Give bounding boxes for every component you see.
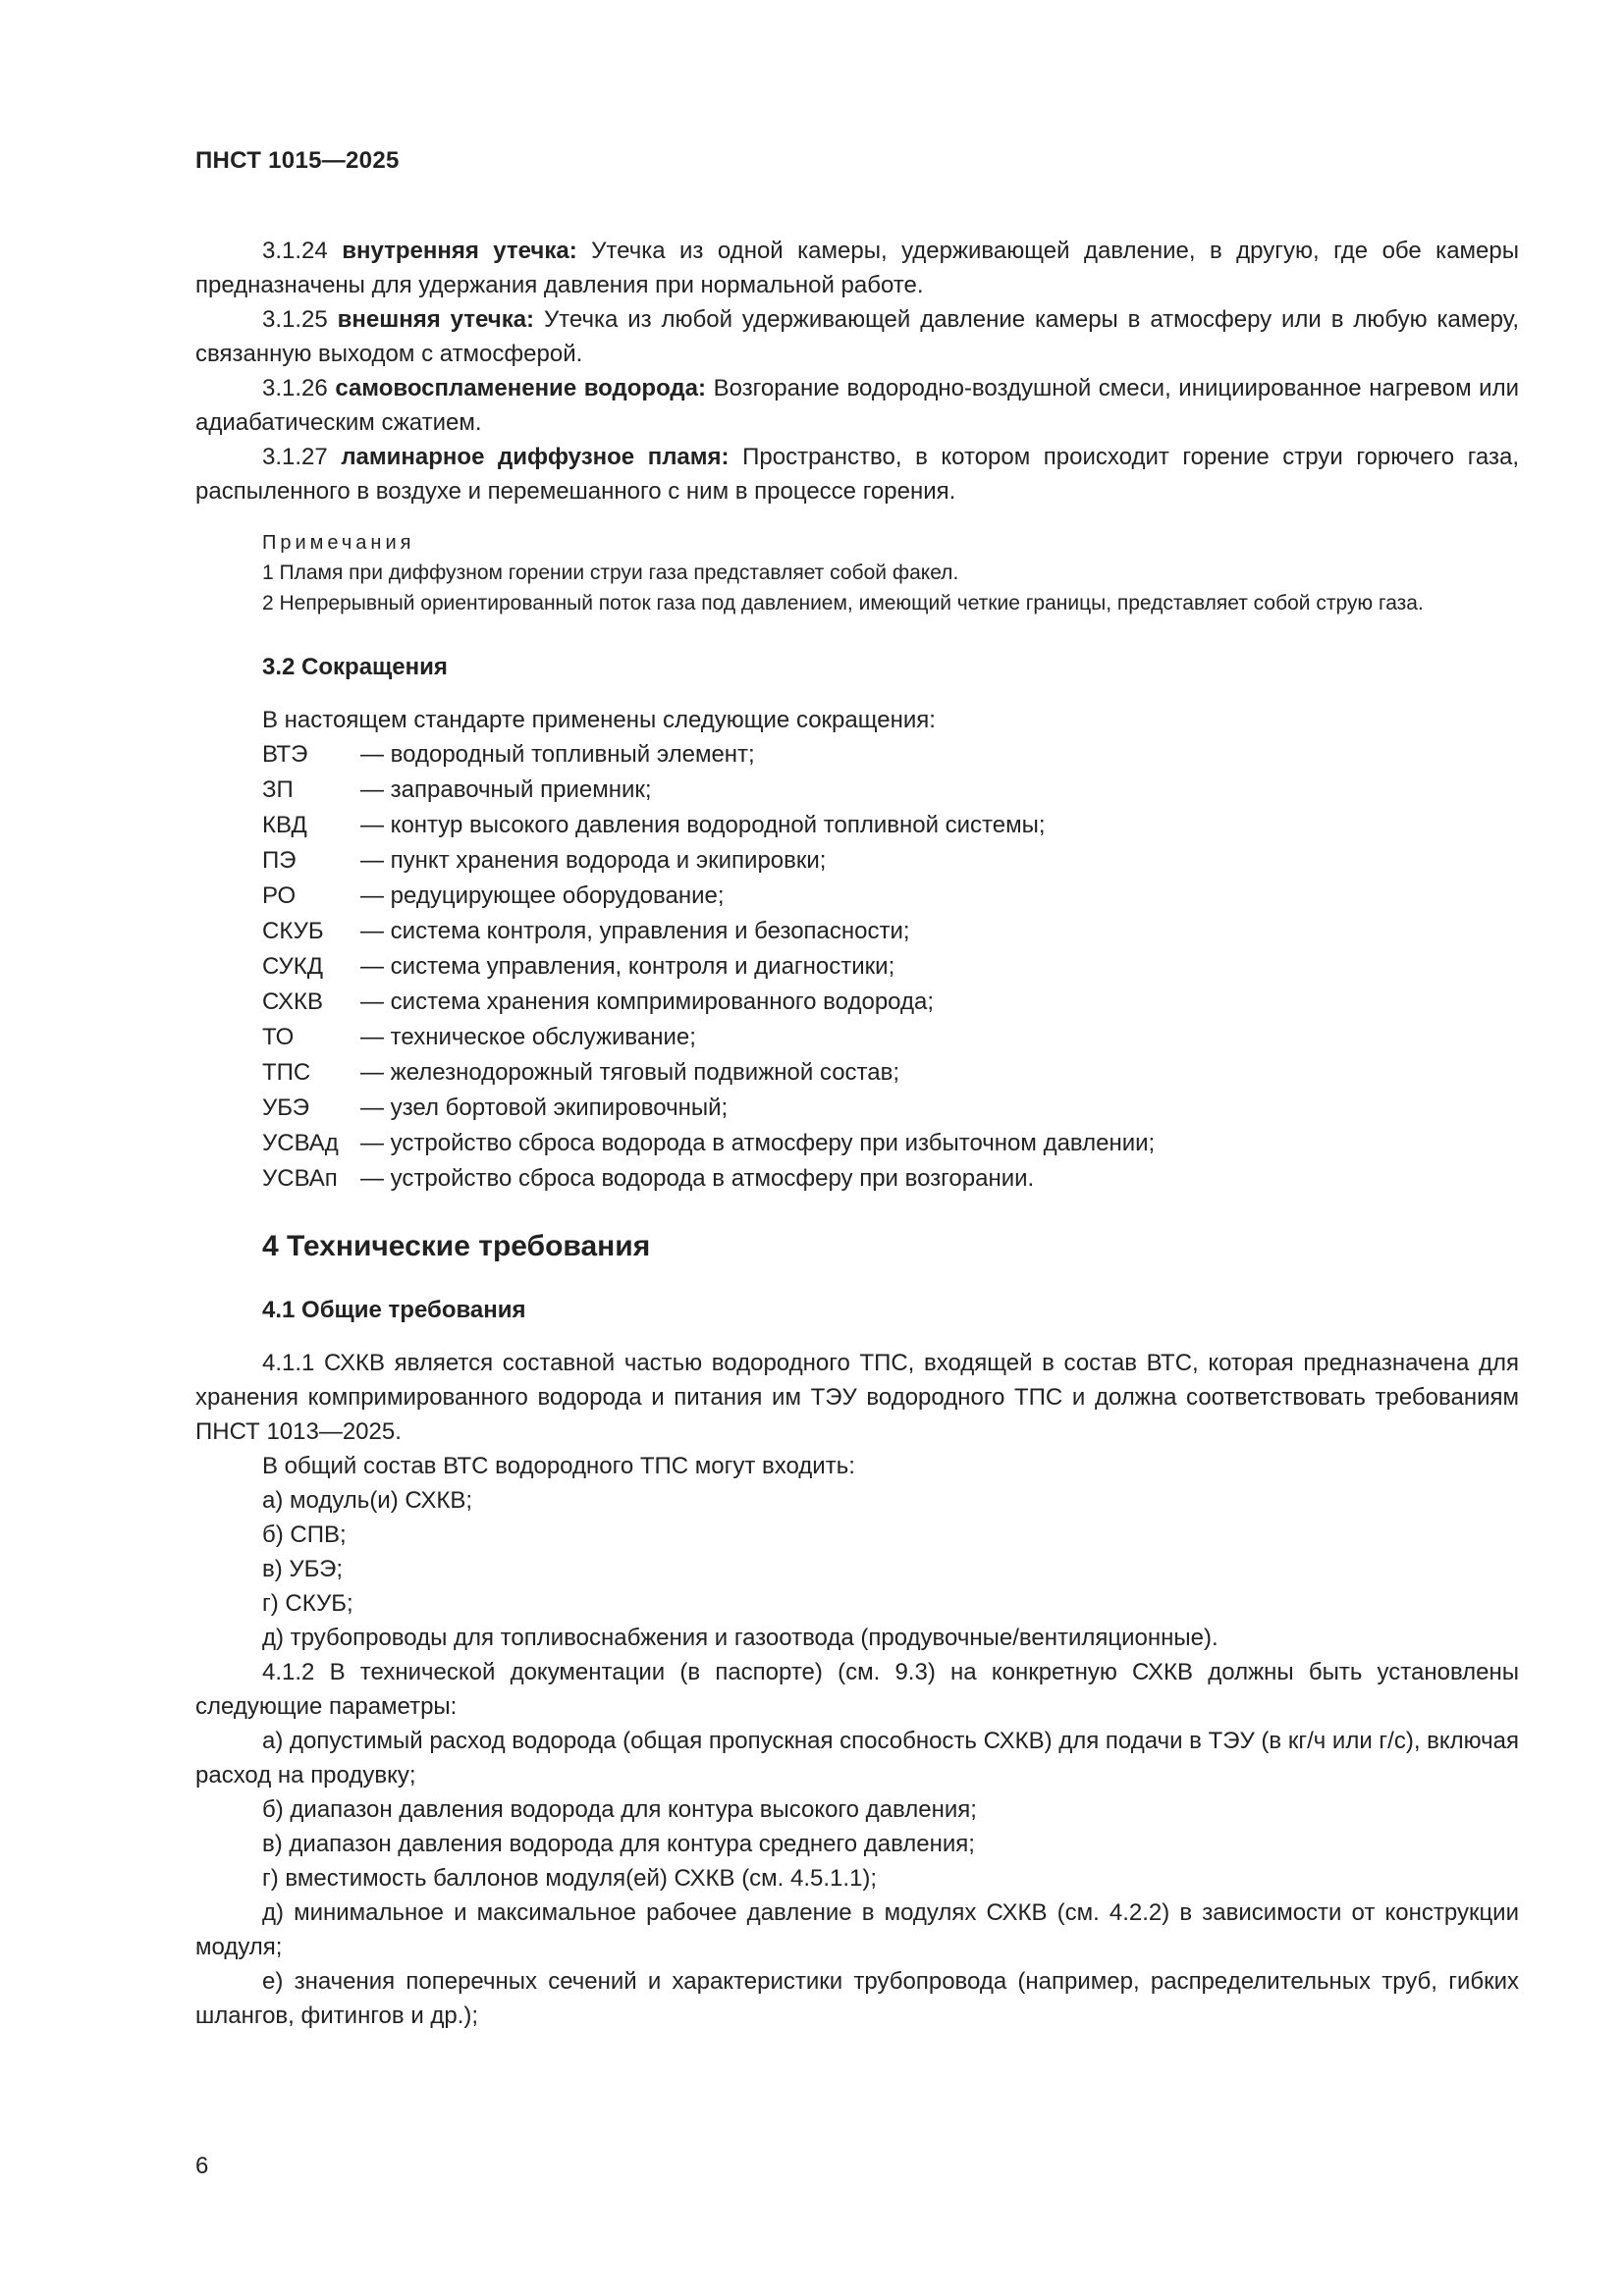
- abbreviation-row: РО — редуцирующее оборудование;: [262, 882, 725, 909]
- abbreviation-row: УСВАп — устройство сброса водорода в атмосферу при возгорании.: [262, 1165, 1035, 1192]
- param-item: д) минимальное и максимальное рабочее давление в модулях СХКВ (см. 4.2.2) в зависимости от конструкции модуля;: [195, 1899, 1519, 1960]
- definition-3-1-26: 3.1.26 самовоспламенение водорода: Возгорание водородно-воздушной смеси, инициированное нагревом или адиабатическим сжатием.: [195, 375, 1519, 436]
- param-item: б) диапазон давления водорода для контура высокого давления;: [262, 1796, 977, 1823]
- definition-term: внутренняя утечка:: [342, 238, 577, 264]
- notes-title: Примечания: [262, 532, 415, 554]
- section-4-heading: 4 Технические требования: [262, 1230, 651, 1262]
- param-item: в) диапазон давления водорода для контура среднего давления;: [262, 1831, 975, 1857]
- param-item: а) допустимый расход водорода (общая пропускная способность СХКВ) для подачи в ТЭУ (в кг/ч или г/с), включая расход на продувку;: [195, 1728, 1519, 1789]
- definition-term: самовоспламенение водорода:: [335, 375, 706, 401]
- abbreviations-list: [195, 737, 1519, 1197]
- note-item: 2 Непрерывный ориентированный поток газа под давлением, имеющий четкие границы, представляет собой струю газа.: [262, 592, 1424, 614]
- definition-3-1-27: 3.1.27 ламинарное диффузное пламя: Пространство, в котором происходит горение струи горючего газа, распыленного в воздухе и перемешанного с ним в процессе горения.: [195, 444, 1520, 505]
- composition-item: в) УБЭ;: [262, 1556, 344, 1582]
- composition-item: г) СКУБ;: [262, 1590, 353, 1617]
- abbreviation-row: ЗП — заправочный приемник;: [262, 776, 652, 803]
- abbreviation-row: СКУБ — система контроля, управления и безопасности;: [262, 918, 910, 944]
- paragraph-4-1-2: 4.1.2 В технической документации (в паспорте) (см. 9.3) на конкретную СХКВ должны быть установлены следующие параметры:: [195, 1659, 1519, 1720]
- abbreviation-row: КВД — контур высокого давления водородной топливной системы;: [262, 812, 1046, 838]
- abbreviation-row: УБЭ — узел бортовой экипировочный;: [262, 1095, 729, 1121]
- abbreviation-row: СХКВ — система хранения компримированного водорода;: [262, 988, 935, 1015]
- document-page: [195, 147, 1519, 2033]
- section-3-2-heading: 3.2 Сокращения: [262, 654, 448, 680]
- abbreviations-intro: В настоящем стандарте применены следующие сокращения:: [262, 707, 936, 733]
- composition-intro: В общий состав ВТС водородного ТПС могут входить:: [262, 1453, 855, 1479]
- abbreviation-row: ТО — техническое обслуживание;: [262, 1024, 696, 1050]
- composition-item: а) модуль(и) СХКВ;: [262, 1487, 473, 1514]
- definition-3-1-25: 3.1.25 внешняя утечка: Утечка из любой удерживающей давление камеры в атмосферу или в любую камеру, связанную выходом с атмосферой.: [195, 306, 1520, 367]
- page-number: 6: [195, 2153, 209, 2179]
- paragraph-4-1-1: 4.1.1 СХКВ является составной частью водородного ТПС, входящей в состав ВТС, которая предназначена для хранения компримированного водорода и питания им ТЭУ водородного ТПС и должна соответствовать требованиям ПНСТ 1013—2025.: [195, 1350, 1519, 1445]
- note-item: 1 Пламя при диффузном горении струи газа представляет собой факел.: [262, 561, 959, 584]
- abbreviation-row: ВТЭ — водородный топливный элемент;: [262, 741, 755, 768]
- definition-term: внешняя утечка:: [337, 306, 535, 333]
- composition-item: д) трубопроводы для топливоснабжения и газоотвода (продувочные/вентиляционные).: [262, 1625, 1218, 1651]
- param-item: е) значения поперечных сечений и характеристики трубопровода (например, распределительных труб, гибких шлангов, фитингов и др.);: [195, 1968, 1519, 2029]
- section-4-1-heading: 4.1 Общие требования: [262, 1297, 526, 1323]
- definition-term: ламинарное диффузное пламя:: [341, 444, 730, 470]
- abbreviation-row: СУКД — система управления, контроля и диагностики;: [262, 953, 895, 980]
- abbreviation-row: УСВАд — устройство сброса водорода в атмосферу при избыточном давлении;: [262, 1130, 1156, 1156]
- abbreviation-row: ТПС — железнодорожный тяговый подвижной состав;: [262, 1059, 900, 1086]
- param-item: г) вместимость баллонов модуля(ей) СХКВ (см. 4.5.1.1);: [262, 1865, 878, 1892]
- document-code-header: ПНСТ 1015—2025: [195, 147, 400, 174]
- composition-item: б) СПВ;: [262, 1522, 347, 1548]
- definition-3-1-24: 3.1.24 внутренняя утечка: Утечка из одной камеры, удерживающей давление, в другую, где обе камеры предназначены для удержания давления при нормальной работе.: [195, 238, 1520, 298]
- abbreviation-row: ПЭ — пункт хранения водорода и экипировки;: [262, 847, 827, 874]
